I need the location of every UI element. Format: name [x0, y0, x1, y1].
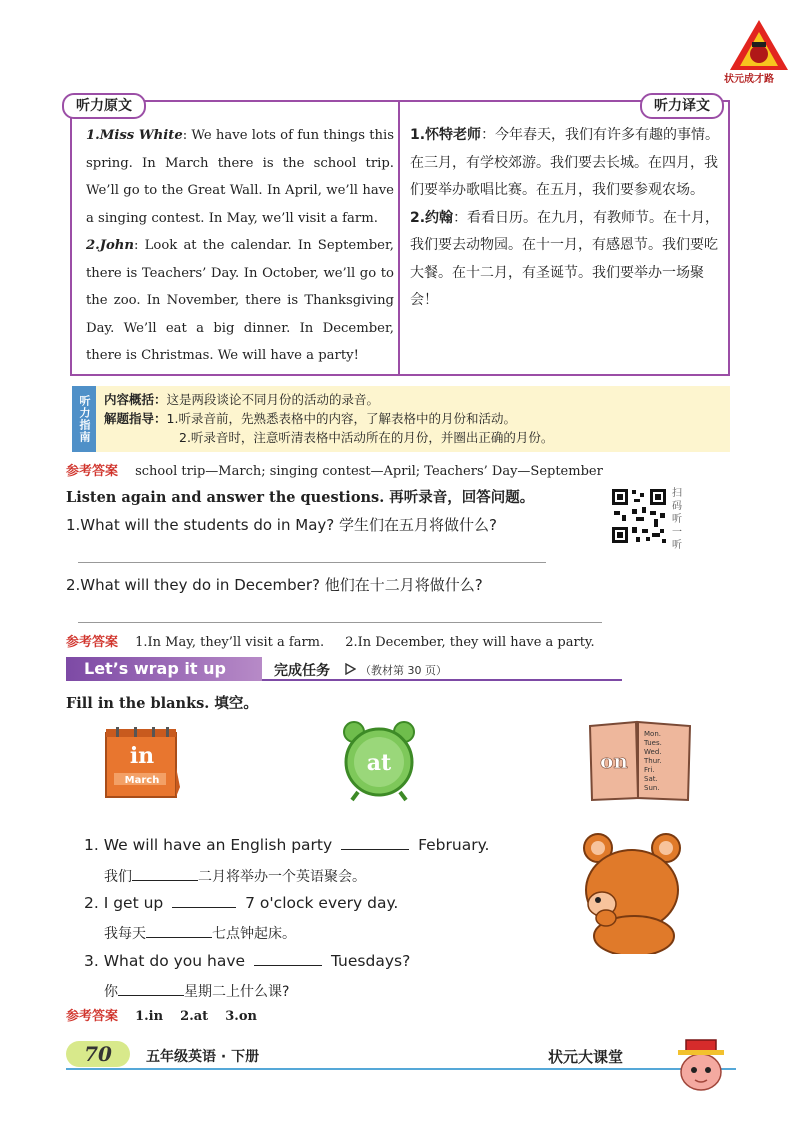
- speaker-zh-2: 2.约翰: [410, 209, 454, 226]
- answer-line-2[interactable]: [78, 622, 602, 623]
- sentence-3: [84, 951, 410, 970]
- fill-instruction: Fill in the blanks. 填空。: [66, 695, 258, 712]
- weekday-4: Fri.: [644, 766, 655, 774]
- sentence-2-zh-blank[interactable]: [146, 923, 212, 938]
- qr-label: 扫码听一听: [672, 488, 682, 551]
- sentence-1-part-a: 1. We will have an English party: [84, 836, 333, 854]
- mascot-icon: [668, 1034, 734, 1092]
- sentence-1-zh-blank[interactable]: [132, 866, 198, 881]
- answer-2-text-1: 1.In May, they’ll visit a farm.: [135, 635, 325, 650]
- sentence-3-part-b: Tuesdays?: [330, 952, 411, 970]
- translation-text-1: ：今年春天，我们有许多有趣的事情。在三月，有学校郊游。我们要去长城。在四月，我们要举办歌唱比赛。在五月，我们要参观农场。: [410, 127, 720, 198]
- sentence-1-zh-b: 二月将举办一个英语聚会。: [198, 869, 366, 885]
- weekday-0: Mon.: [644, 730, 661, 738]
- script-text-1: : We have lots of fun things this spring. In March there is the school trip. We’ll go to the Great Wall. In April, we’ll have a singing contest. In May, we’ll visit a farm.: [86, 128, 394, 226]
- guide-tips-label: 解题指导：: [104, 411, 167, 426]
- footer-book-title: 五年级英语 · 下册: [146, 1049, 260, 1065]
- speaker-miss-white: 1.Miss White: [86, 128, 183, 143]
- guide-tip-2: 2.听录音时，注意听清表格中活动所在的月份，并圈出正确的月份。: [179, 430, 554, 445]
- listening-translation-tab: 听力译文: [640, 93, 724, 119]
- answer-1-row: [66, 460, 603, 479]
- weekday-5: Sat.: [644, 775, 658, 783]
- answer-1-text: school trip—March; singing contest—April; Teachers’ Day—September: [135, 464, 603, 479]
- footer-line: [66, 1068, 736, 1070]
- guide-summary: [104, 390, 722, 409]
- guide-box: [96, 386, 730, 452]
- sentence-1-part-b: February.: [418, 836, 490, 854]
- guide-tip-1-line: [104, 409, 722, 428]
- answer-3-a2: 2.at: [180, 1009, 209, 1024]
- sentence-2-zh-b: 七点钟起床。: [212, 926, 296, 942]
- guide-tip-2-line: [104, 428, 722, 447]
- weekday-1: Tues.: [644, 739, 662, 747]
- book-on-weekdays-illustration: [586, 718, 696, 804]
- sentence-3-part-a: 3. What do you have: [84, 952, 246, 970]
- sentence-2-zh: [104, 923, 296, 943]
- calendar-word-march: March: [124, 775, 160, 786]
- thinking-bear-illustration: [576, 828, 688, 954]
- clock-word-at: at: [366, 750, 392, 776]
- answer-2-row: [66, 631, 595, 650]
- play-arrow-icon: [344, 663, 356, 675]
- answer-1-label: 参考答案: [66, 464, 119, 479]
- sentence-2-part-a: 2. I get up: [84, 894, 164, 912]
- answer-3-row: [66, 1005, 257, 1024]
- guide-side-label: 听力指南: [72, 386, 96, 452]
- calendar-in-march-illustration: [104, 727, 180, 799]
- guide-summary-text: 这是两段谈论不同月份的活动的录音。: [166, 392, 380, 407]
- sentence-1-zh-a: 我们: [104, 869, 132, 885]
- footer-brand: 状元大课堂: [548, 1048, 624, 1066]
- sentence-1: [84, 835, 489, 854]
- guide-summary-label: 内容概括：: [104, 392, 167, 407]
- sentence-2-part-b: 7 o'clock every day.: [245, 894, 399, 912]
- translation-text-2: ：看看日历。在九月，有教师节。在十月，我们要去动物园。在十一月，有感恩节。我们要吃大餐。在十二月，有圣诞节。我们要举办一场聚会！: [410, 209, 720, 308]
- script-text-2: : Look at the calendar. In September, there is Teachers’ Day. In October, we’ll go to the zoo. In November, there is Thanksgiving Day. We’ll eat a big dinner. In December, there is Christmas. We will have a party!: [86, 238, 394, 363]
- script-paragraph-2: [86, 232, 394, 370]
- answer-line-1[interactable]: [78, 562, 546, 563]
- sentence-3-zh-b: 星期二上什么课?: [184, 984, 290, 1000]
- translation-paragraph-1: [410, 122, 726, 205]
- speaker-john: 2.John: [86, 238, 134, 253]
- alarm-clock-at-illustration: [340, 720, 418, 802]
- sentence-3-zh-a: 你: [104, 984, 118, 1000]
- listening-translation-zh: [410, 122, 726, 315]
- sentence-3-zh-blank[interactable]: [118, 981, 184, 996]
- guide-tip-1: 1.听录音前，先熟悉表格中的内容，了解表格中的月份和活动。: [166, 411, 516, 426]
- brand-logo-text: 状元成才路: [724, 74, 774, 85]
- sentence-1-blank[interactable]: [341, 835, 409, 850]
- question-1: 1.What will the students do in May? 学生们在五月将做什么?: [66, 516, 497, 534]
- answer-2-label: 参考答案: [66, 635, 119, 650]
- listen-again-instruction: Listen again and answer the questions. 再听录音，回答问题。: [66, 489, 535, 506]
- weekday-2: Wed.: [644, 748, 662, 756]
- book-word-on: on: [600, 749, 628, 773]
- answer-3-label: 参考答案: [66, 1009, 119, 1024]
- script-paragraph-1: [86, 122, 394, 232]
- sentence-3-blank[interactable]: [254, 951, 322, 966]
- task-label: 完成任务: [274, 663, 330, 679]
- textbook-page-ref: （教材第 30 页）: [360, 664, 447, 677]
- answer-3-a1: 1.in: [135, 1009, 164, 1024]
- translation-paragraph-2: [410, 205, 726, 315]
- sentence-2-zh-a: 我每天: [104, 926, 146, 942]
- sentence-2: [84, 893, 398, 912]
- sentence-3-zh: [104, 981, 289, 1001]
- weekday-6: Sun.: [644, 784, 660, 792]
- page-number: 70: [66, 1041, 130, 1067]
- weekday-3: Thur.: [644, 757, 662, 765]
- calendar-word-in: in: [129, 743, 155, 769]
- answer-3-a3: 3.on: [225, 1009, 257, 1024]
- question-2: 2.What will they do in December? 他们在十二月将做什么?: [66, 576, 483, 594]
- answer-2-text-2: 2.In December, they will have a party.: [345, 635, 595, 650]
- listening-divider: [398, 100, 400, 376]
- listening-script-tab: 听力原文: [62, 93, 146, 119]
- qr-code-icon[interactable]: [610, 487, 668, 545]
- wrap-up-banner: Let’s wrap it up: [66, 657, 262, 681]
- speaker-zh-1: 1.怀特老师: [410, 127, 482, 143]
- listening-script-en: [86, 122, 394, 370]
- sentence-1-zh: [104, 866, 366, 886]
- sentence-2-blank[interactable]: [172, 893, 236, 908]
